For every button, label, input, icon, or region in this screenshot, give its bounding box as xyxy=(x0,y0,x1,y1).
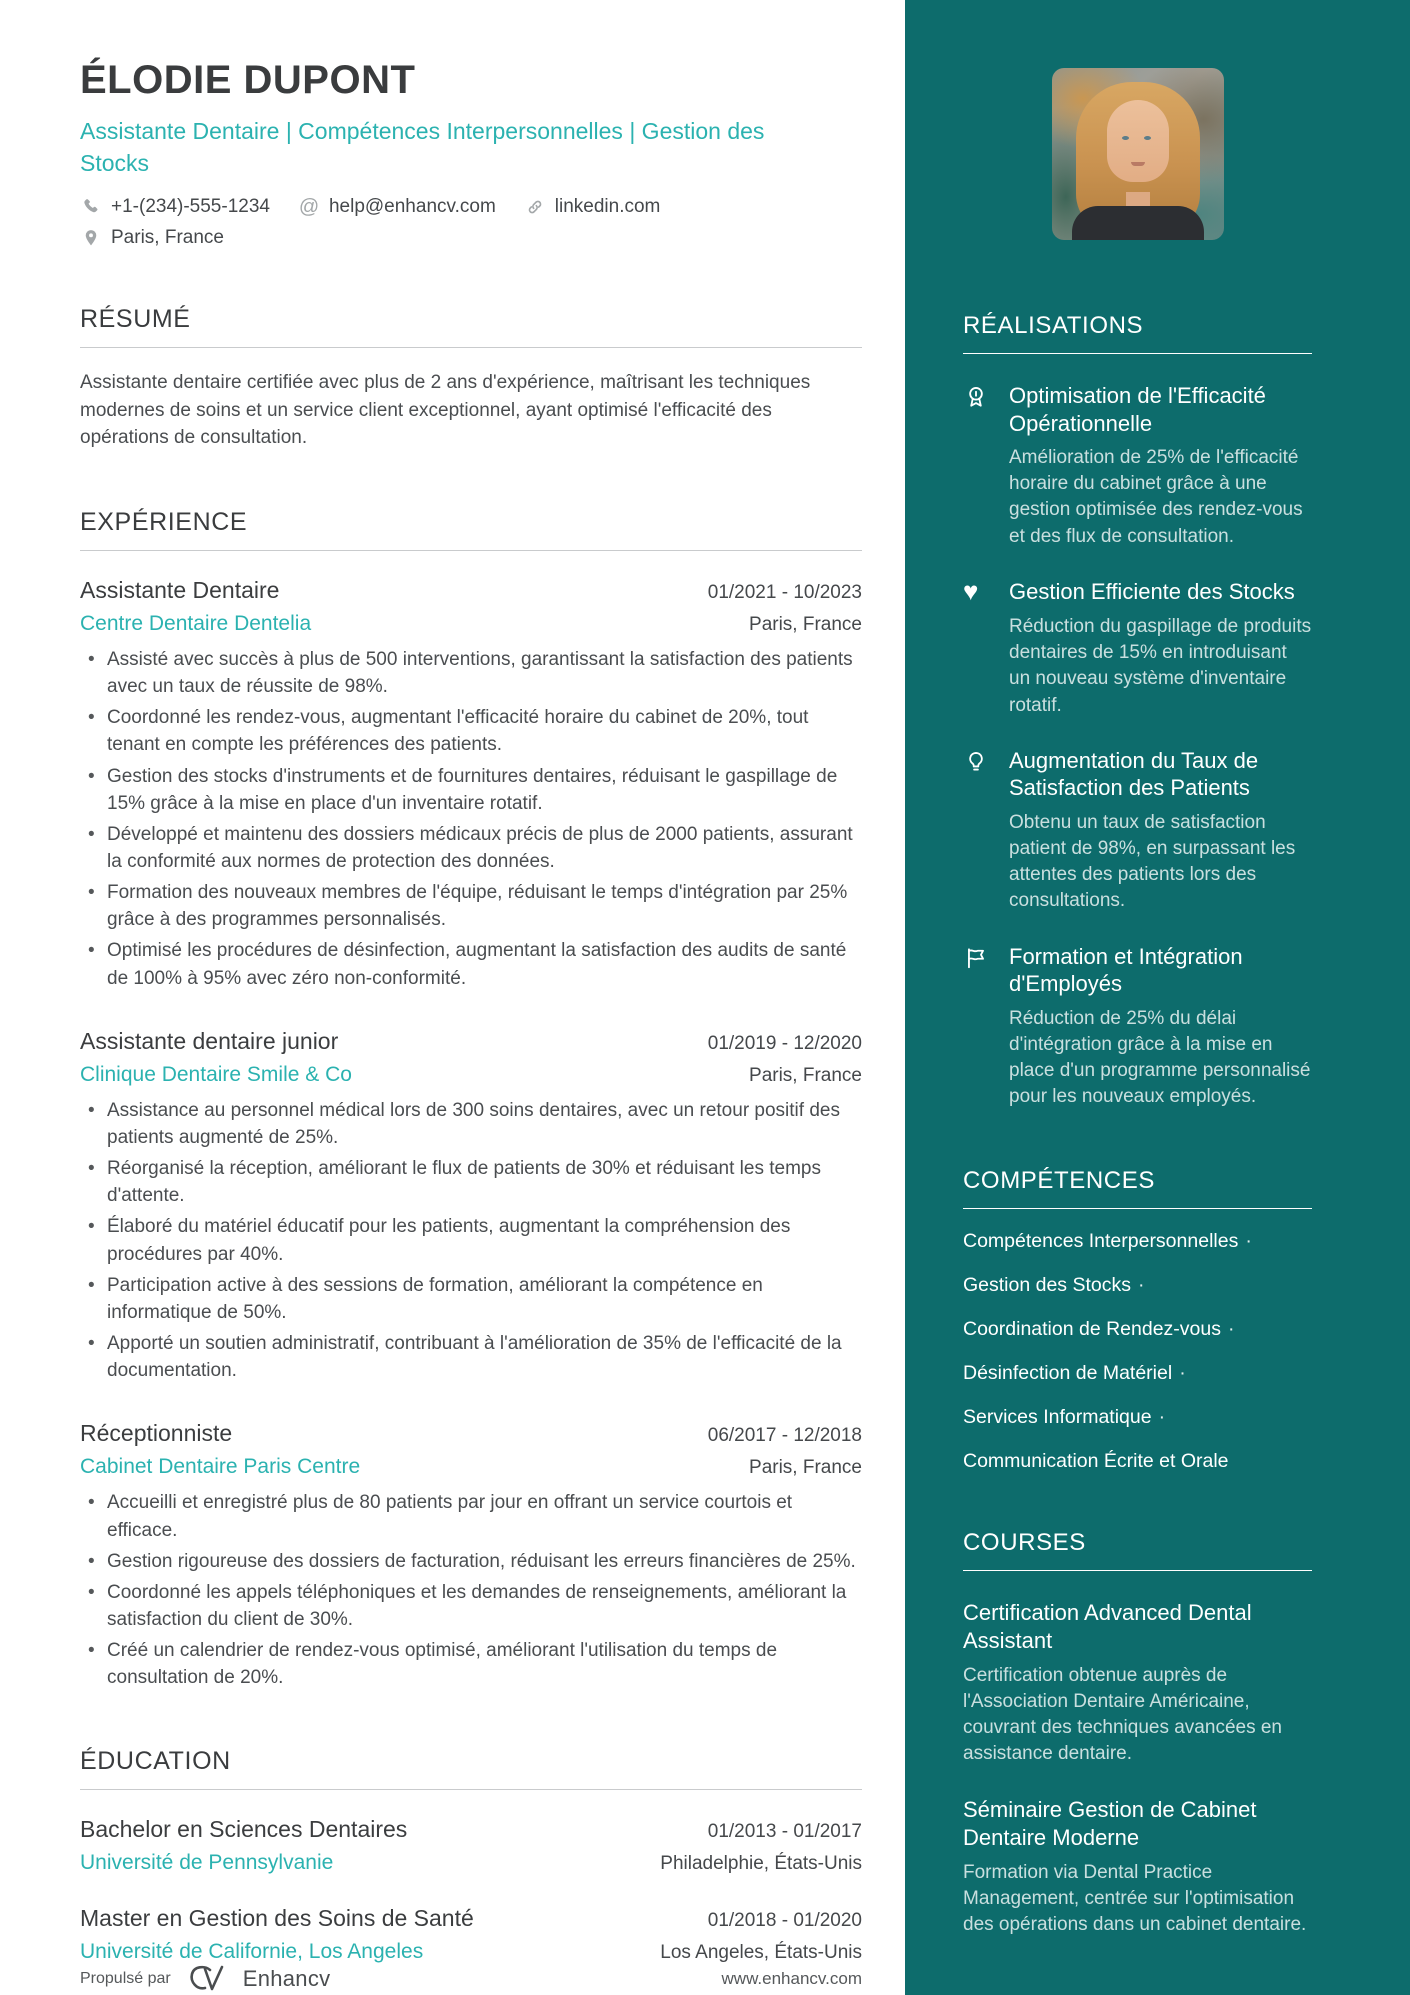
bullet: • Gestion rigoureuse des dossiers de facturation, réduisant les erreurs financières de 25%. xyxy=(80,1548,862,1575)
job-title: Assistante dentaire junior xyxy=(80,1027,339,1054)
footer xyxy=(80,1964,862,1994)
avatar-mouth xyxy=(1131,162,1145,166)
job-entry xyxy=(80,577,862,992)
location-item xyxy=(80,227,224,249)
bullet: • Participation active à des sessions de formation, améliorant la compétence en informatique de 50%. xyxy=(80,1272,862,1326)
experience-heading: EXPÉRIENCE xyxy=(80,507,248,536)
achievement-title: Optimisation de l'Efficacité Opérationnelle xyxy=(1009,383,1266,436)
person-name: ÉLODIE DUPONT xyxy=(80,58,416,102)
skill-item: Compétences Interpersonnelles · xyxy=(963,1229,1252,1252)
course-text: Certification obtenue auprès de l'Association Dentaire Américaine, couvrant des techniques avancées en assistance dentaire. xyxy=(963,1664,1282,1765)
heart-icon: ♥ xyxy=(963,575,979,606)
job-title: Assistante Dentaire xyxy=(80,576,280,603)
bullet: • Réorganisé la réception, améliorant le flux de patients de 30% et réduisant les temps d'attente. xyxy=(80,1155,862,1209)
divider xyxy=(963,353,1312,354)
section-education xyxy=(80,1747,862,1964)
achievement-title: Gestion Efficiente des Stocks xyxy=(1009,578,1295,604)
job-location: Paris, France xyxy=(749,1457,862,1479)
achievement-item xyxy=(963,575,1312,719)
skills-heading: COMPÉTENCES xyxy=(963,1166,1155,1194)
bullet: • Optimisé les procédures de désinfection, augmentant la satisfaction des audits de santé de 100% à 95% avec zéro non-conformité. xyxy=(80,937,862,991)
bullet: • Coordonné les rendez-vous, augmentant l'efficacité horaire du cabinet de 20%, tout tenant en compte les préférences des patients. xyxy=(80,704,862,758)
summary-text: Assistante dentaire certifiée avec plus de 2 ans d'expérience, maîtrisant les techniques modernes de soins et un service client exceptionnel, ayant optimisé l'efficacité des opérations de consultation. xyxy=(80,372,811,449)
email-address: help@enhancv.com xyxy=(328,196,496,218)
skill-item: Communication Écrite et Orale xyxy=(963,1449,1229,1472)
degree-dates: 01/2018 - 01/2020 xyxy=(707,1910,862,1932)
location-text: Paris, France xyxy=(111,227,224,249)
achievement-item xyxy=(963,943,1312,1111)
avatar-eye xyxy=(1122,136,1129,140)
skill-item: Services Informatique · xyxy=(963,1405,1166,1428)
achievement-item xyxy=(963,747,1312,915)
degree-school: Université de Pennsylvanie xyxy=(80,1851,334,1875)
section-skills xyxy=(963,1167,1312,1473)
divider xyxy=(80,347,862,348)
job-bullets xyxy=(80,646,862,992)
divider xyxy=(80,1789,862,1790)
avatar xyxy=(1052,68,1224,240)
email-item[interactable] xyxy=(298,196,496,218)
degree-location: Los Angeles, États-Unis xyxy=(660,1942,862,1964)
link-item[interactable] xyxy=(524,196,661,218)
avatar-eye xyxy=(1144,136,1151,140)
degree-location: Philadelphie, États-Unis xyxy=(660,1853,862,1875)
achievement-item xyxy=(963,382,1312,550)
course-title: Séminaire Gestion de Cabinet Dentaire Moderne xyxy=(963,1796,1257,1850)
bullet: • Assistance au personnel médical lors de 300 soins dentaires, avec un retour positif des patients augmenté de 25%. xyxy=(80,1097,862,1151)
achievement-text: Réduction du gaspillage de produits dentaires de 15% en introduisant un nouveau système d'inventaire rotatif. xyxy=(1009,615,1312,716)
degree-entry xyxy=(80,1905,862,1964)
section-achievements xyxy=(963,312,1312,1111)
bullet: • Apporté un soutien administratif, contribuant à l'amélioration de 35% de l'efficacité de la documentation. xyxy=(80,1330,862,1384)
job-dates: 06/2017 - 12/2018 xyxy=(707,1425,862,1447)
achievements-heading: RÉALISATIONS xyxy=(963,312,1144,339)
degree-title: Master en Gestion des Soins de Santé xyxy=(80,1905,474,1932)
location-pin-icon xyxy=(80,227,102,249)
skill-separator: · xyxy=(1245,1229,1252,1252)
lightbulb-icon xyxy=(963,749,989,775)
powered-by-label: Propulsé par xyxy=(80,1970,171,1988)
divider xyxy=(80,550,862,551)
job-company: Clinique Dentaire Smile & Co xyxy=(80,1062,352,1086)
section-summary xyxy=(80,305,862,452)
bullet: • Accueilli et enregistré plus de 80 patients par jour en offrant un service courtois et efficace. xyxy=(80,1489,862,1543)
achievement-text: Obtenu un taux de satisfaction patient de 98%, en surpassant les attentes des patients lors des consultations. xyxy=(1009,811,1296,912)
bullet: • Élaboré du matériel éducatif pour les patients, augmentant la compréhension des procédures par 40%. xyxy=(80,1213,862,1267)
job-entry xyxy=(80,1420,862,1691)
job-dates: 01/2019 - 12/2020 xyxy=(707,1032,862,1054)
job-location: Paris, France xyxy=(749,613,862,635)
enhancv-wordmark: Enhancv xyxy=(242,1966,331,1992)
website-link[interactable]: www.enhancv.com xyxy=(721,1969,862,1989)
bullet: • Créé un calendrier de rendez-vous optimisé, améliorant l'utilisation du temps de consultation de 20%. xyxy=(80,1637,862,1691)
degree-entry xyxy=(80,1816,862,1875)
phone-icon xyxy=(80,196,102,218)
avatar-body xyxy=(1072,206,1204,240)
divider xyxy=(963,1570,1312,1571)
at-icon: @ xyxy=(298,195,320,218)
link-text: linkedin.com xyxy=(554,196,661,218)
skill-separator: · xyxy=(1179,1361,1186,1384)
achievement-text: Réduction de 25% du délai d'intégration grâce à la mise en place d'un programme personnalisé pour les nouveaux employés. xyxy=(1009,1007,1311,1108)
skill-item: Coordination de Rendez-vous · xyxy=(963,1317,1235,1340)
course-item xyxy=(963,1796,1312,1939)
headline: Assistante Dentaire | Compétences Interpersonnelles | Gestion des Stocks xyxy=(80,117,765,176)
course-text: Formation via Dental Practice Management, centrée sur l'optimisation des opérations dans un cabinet dentaire. xyxy=(963,1862,1307,1936)
job-company: Centre Dentaire Dentelia xyxy=(80,611,312,635)
courses-heading: COURSES xyxy=(963,1528,1086,1556)
skill-separator: · xyxy=(1228,1317,1235,1340)
degree-title: Bachelor en Sciences Dentaires xyxy=(80,1816,408,1843)
skill-item: Désinfection de Matériel · xyxy=(963,1361,1186,1384)
degree-dates: 01/2013 - 01/2017 xyxy=(707,1821,862,1843)
skill-item: Gestion des Stocks · xyxy=(963,1273,1145,1296)
phone-number: +1-(234)-555-1234 xyxy=(111,196,270,218)
job-bullets xyxy=(80,1097,862,1385)
job-title: Réceptionniste xyxy=(80,1420,233,1447)
divider xyxy=(963,1208,1312,1209)
bullet: • Assisté avec succès à plus de 500 interventions, garantissant la satisfaction des patients avec un taux de réussite de 98%. xyxy=(80,646,862,700)
job-company: Cabinet Dentaire Paris Centre xyxy=(80,1455,361,1479)
summary-heading: RÉSUMÉ xyxy=(80,305,191,334)
job-bullets xyxy=(80,1489,862,1691)
medal-icon xyxy=(963,384,989,410)
enhancv-logo-icon xyxy=(185,1964,229,1994)
sidebar xyxy=(905,0,1410,1995)
course-title: Certification Advanced Dental Assistant xyxy=(963,1599,1252,1653)
link-icon xyxy=(524,196,546,218)
degree-school: Université de Californie, Los Angeles xyxy=(80,1940,424,1964)
bullet: • Développé et maintenu des dossiers médicaux précis de plus de 2000 patients, assurant la conformité aux normes de protection des données. xyxy=(80,821,862,875)
contact-row xyxy=(80,196,862,218)
bullet: • Gestion des stocks d'instruments et de fournitures dentaires, réduisant le gaspillage de 15% grâce à la mise en place d'un inventaire rotatif. xyxy=(80,763,862,817)
section-experience xyxy=(80,508,862,1692)
job-dates: 01/2021 - 10/2023 xyxy=(707,581,862,603)
bullet: • Formation des nouveaux membres de l'équipe, réduisant le temps d'intégration par 25% grâce à des programmes personnalisés. xyxy=(80,879,862,933)
section-courses xyxy=(963,1529,1312,1939)
header xyxy=(80,58,862,249)
flag-icon xyxy=(963,945,989,971)
job-entry xyxy=(80,1028,862,1385)
course-item xyxy=(963,1599,1312,1768)
achievement-text: Amélioration de 25% de l'efficacité horaire du cabinet grâce à une gestion optimisée des rendez-vous et des flux de consultation. xyxy=(1009,447,1303,547)
avatar-face xyxy=(1107,100,1169,182)
achievement-title: Augmentation du Taux de Satisfaction des Patients xyxy=(1009,747,1259,801)
bullet: • Coordonné les appels téléphoniques et les demandes de renseignements, améliorant la satisfaction du client de 30%. xyxy=(80,1579,862,1633)
job-location: Paris, France xyxy=(749,1064,862,1086)
location-row xyxy=(80,227,862,249)
powered-by xyxy=(80,1964,330,1994)
phone-item[interactable] xyxy=(80,196,270,218)
skill-separator: · xyxy=(1158,1405,1166,1428)
skill-separator: · xyxy=(1138,1273,1145,1296)
education-heading: ÉDUCATION xyxy=(80,1747,231,1776)
achievement-title: Formation et Intégration d'Employés xyxy=(1009,943,1243,997)
